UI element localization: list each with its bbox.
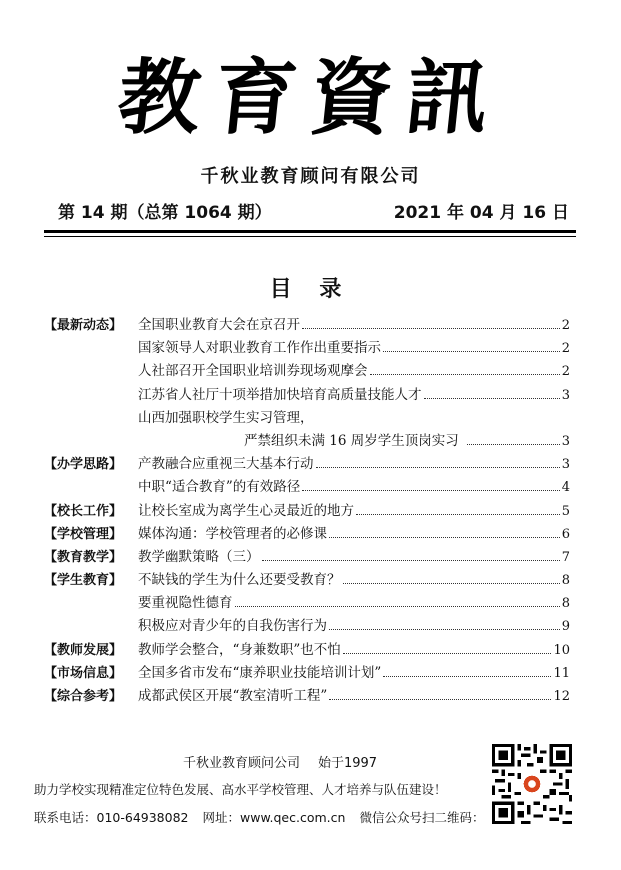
toc-row bbox=[44, 569, 570, 592]
toc-leader-dots bbox=[329, 523, 560, 538]
table-of-contents bbox=[44, 314, 570, 708]
toc-entry[interactable] bbox=[138, 407, 570, 430]
toc-leader-dots bbox=[383, 337, 560, 352]
toc-leader-dots bbox=[343, 569, 560, 584]
toc-row bbox=[44, 314, 570, 337]
toc-entry-title: 教学幽默策略（三） bbox=[138, 548, 260, 565]
toc-page-number: 3 bbox=[561, 457, 570, 473]
toc-entry[interactable] bbox=[138, 314, 570, 337]
toc-leader-dots bbox=[329, 685, 551, 700]
toc-page-number: 4 bbox=[561, 480, 570, 496]
toc-entry-title: 让校长室成为离学生心灵最近的地方 bbox=[138, 502, 354, 519]
toc-category: 【校长工作】 bbox=[44, 503, 123, 519]
toc-page-number: 2 bbox=[561, 364, 570, 380]
toc-entry-title: 媒体沟通：学校管理者的必修课 bbox=[138, 525, 327, 542]
toc-row bbox=[44, 337, 570, 360]
toc-leader-dots bbox=[424, 384, 560, 399]
toc-leader-dots bbox=[302, 476, 559, 491]
toc-entry-title: 教师学会整合，“身兼数职”也不怕 bbox=[138, 641, 341, 658]
toc-title: 目 录 bbox=[269, 277, 352, 302]
toc-leader-dots bbox=[383, 662, 551, 677]
footer-company: 千秋业教育顾问公司 bbox=[182, 756, 300, 771]
toc-row bbox=[44, 500, 570, 523]
masthead-title: 教育資訊 bbox=[113, 50, 508, 146]
toc-leader-dots bbox=[235, 592, 560, 607]
toc-leader-dots bbox=[343, 639, 552, 654]
toc-page-number: 7 bbox=[561, 549, 570, 565]
footer-company-line bbox=[0, 752, 560, 771]
toc-row bbox=[44, 430, 570, 453]
toc-category: 【教育教学】 bbox=[44, 549, 123, 565]
qr-code-icon bbox=[492, 744, 572, 824]
toc-entry-title: 要重视隐性德育 bbox=[138, 595, 233, 612]
footer-website[interactable]: 网址：www.qec.com.cn bbox=[202, 810, 346, 825]
toc-page-number: 2 bbox=[561, 318, 570, 333]
toc-leader-dots bbox=[316, 453, 560, 468]
toc-category: 【办学思路】 bbox=[44, 457, 123, 473]
toc-page-number: 3 bbox=[561, 433, 570, 449]
toc-entry[interactable] bbox=[138, 337, 570, 360]
toc-leader-dots bbox=[302, 314, 560, 329]
company-name: 千秋业教育顾问有限公司 bbox=[200, 166, 421, 187]
header-rule-thick bbox=[44, 230, 576, 233]
toc-entry-title: 国家领导人对职业教育工作作出重要指示 bbox=[138, 340, 381, 357]
toc-entry[interactable] bbox=[138, 615, 570, 638]
toc-page-number: 8 bbox=[561, 573, 570, 589]
toc-entry[interactable] bbox=[244, 430, 570, 453]
toc-category: 【学生教育】 bbox=[44, 573, 123, 589]
toc-row bbox=[44, 662, 570, 685]
footer-contact-line bbox=[34, 808, 494, 826]
toc-category: 【最新动态】 bbox=[44, 318, 123, 333]
toc-row bbox=[44, 523, 570, 546]
toc-category: 【教师发展】 bbox=[44, 642, 123, 658]
toc-row bbox=[44, 615, 570, 638]
toc-row bbox=[44, 546, 570, 569]
toc-page-number: 9 bbox=[561, 619, 570, 635]
toc-row bbox=[44, 685, 570, 708]
footer-phone: 联系电话：010-64938082 bbox=[34, 810, 189, 825]
toc-entry[interactable] bbox=[138, 639, 570, 662]
toc-entry[interactable] bbox=[138, 685, 570, 708]
footer-slogan: 助力学校实现精准定位特色发展、高水平学校管理、人才培养与队伍建设！ bbox=[34, 782, 447, 797]
toc-entry[interactable] bbox=[138, 662, 570, 685]
toc-entry-title: 人社部召开全国职业培训券现场观摩会 bbox=[138, 363, 368, 380]
toc-leader-dots bbox=[262, 546, 560, 561]
toc-leader-dots bbox=[329, 615, 560, 630]
toc-entry[interactable] bbox=[138, 360, 570, 383]
toc-page-number: 12 bbox=[553, 689, 570, 704]
toc-entry[interactable] bbox=[138, 453, 570, 476]
toc-leader-dots bbox=[467, 430, 560, 445]
toc-leader-dots bbox=[356, 500, 560, 515]
toc-entry-title: 成都武侯区开展“教室清听工程” bbox=[138, 688, 328, 704]
toc-entry-title: 山西加强职校学生实习管理， bbox=[138, 409, 314, 426]
footer-wechat: 微信公众号扫二维码： bbox=[359, 810, 485, 825]
toc-entry-title: 江苏省人社厅十项举措加快培育高质量技能人才 bbox=[138, 386, 422, 403]
toc-page-number: 6 bbox=[561, 526, 570, 542]
toc-page-number: 5 bbox=[561, 503, 570, 519]
toc-row bbox=[44, 360, 570, 383]
toc-entry-title: 全国多省市发布“康养职业技能培训计划” bbox=[138, 664, 382, 681]
toc-page-number: 8 bbox=[561, 596, 570, 612]
toc-entry-title: 积极应对青少年的自我伤害行为 bbox=[138, 618, 327, 635]
toc-category: 【市场信息】 bbox=[44, 665, 123, 681]
toc-page-number: 11 bbox=[553, 665, 570, 681]
toc-page-number: 2 bbox=[561, 341, 570, 357]
toc-entry[interactable] bbox=[138, 500, 570, 523]
toc-entry-title: 中职“适合教育”的有效路径 bbox=[138, 479, 301, 496]
toc-page-number: 3 bbox=[561, 387, 570, 403]
toc-row bbox=[44, 639, 570, 662]
issue-date: 2021 年 04 月 16 日 bbox=[393, 203, 569, 223]
toc-leader-dots bbox=[370, 360, 560, 375]
toc-row bbox=[44, 453, 570, 476]
issue-number: 第 14 期（总第 1064 期） bbox=[58, 203, 272, 223]
toc-row bbox=[44, 407, 570, 430]
toc-entry-title: 严禁组织未满 16 周岁学生顶岗实习 bbox=[244, 432, 459, 449]
toc-entry[interactable] bbox=[138, 592, 570, 615]
toc-row bbox=[44, 384, 570, 407]
toc-row bbox=[44, 476, 570, 499]
toc-entry-title: 全国职业教育大会在京召开 bbox=[138, 317, 300, 333]
toc-entry-title: 产教融合应重视三大基本行动 bbox=[138, 456, 314, 473]
toc-entry[interactable] bbox=[138, 523, 570, 546]
toc-page-number: 10 bbox=[553, 642, 570, 658]
toc-category: 【综合参考】 bbox=[44, 689, 123, 704]
toc-row bbox=[44, 592, 570, 615]
toc-entry[interactable] bbox=[138, 546, 570, 569]
toc-category: 【学校管理】 bbox=[44, 526, 123, 542]
toc-entry[interactable] bbox=[138, 476, 570, 499]
toc-entry[interactable] bbox=[138, 384, 570, 407]
toc-entry-title: 不缺钱的学生为什么还要受教育？ bbox=[138, 572, 341, 589]
toc-entry[interactable] bbox=[138, 569, 570, 592]
footer-since: 始于1997 bbox=[317, 756, 378, 771]
header-rule-thin bbox=[44, 236, 576, 237]
